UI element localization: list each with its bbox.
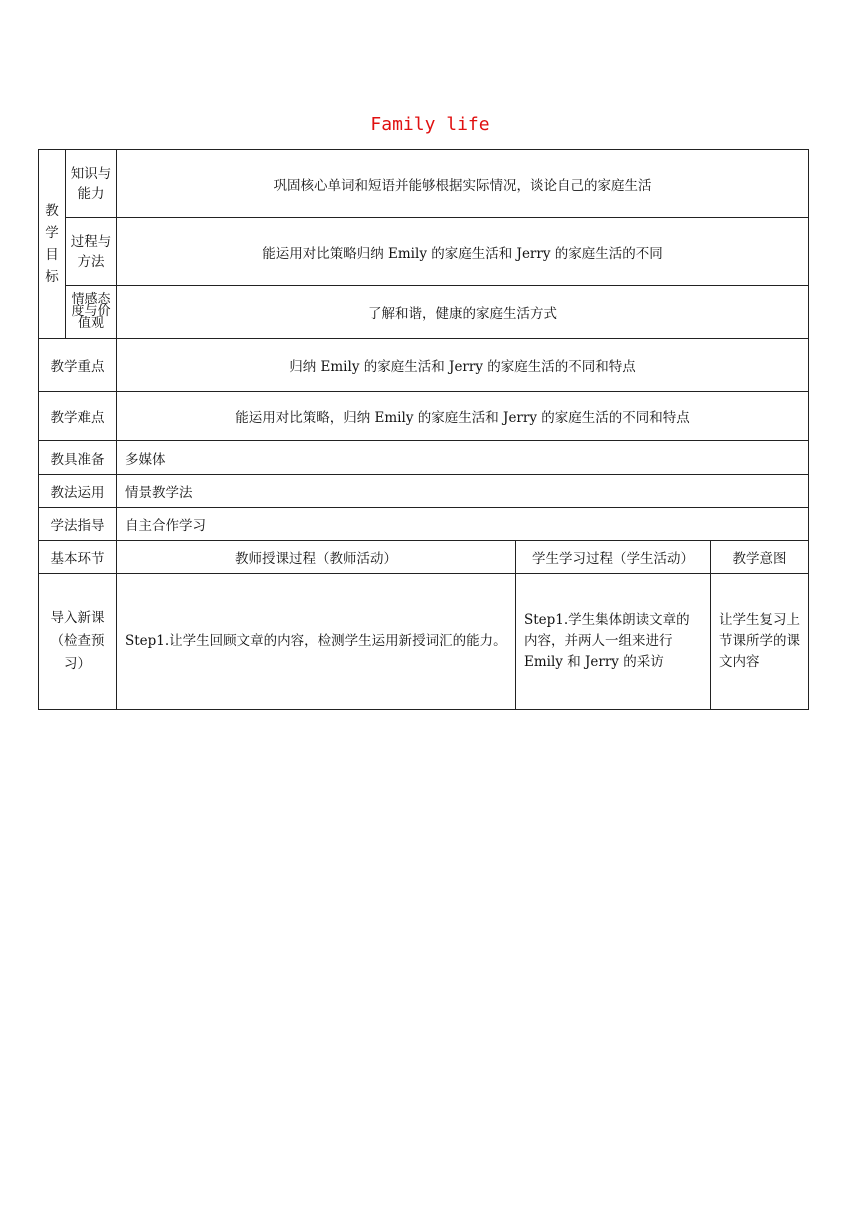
learning-method-row bbox=[39, 508, 809, 541]
row-label: 教学难点 bbox=[39, 392, 117, 441]
objectives-label-cell bbox=[39, 150, 66, 339]
objective-sub-label: 情感态度与价值观 bbox=[66, 286, 117, 339]
header-cell: 学生学习过程（学生活动） bbox=[516, 541, 711, 574]
header-row bbox=[39, 541, 809, 574]
key-points-row bbox=[39, 339, 809, 392]
header-cell: 教师授课过程（教师活动） bbox=[117, 541, 516, 574]
page-title: Family life bbox=[370, 114, 490, 135]
row-content: 能运用对比策略，归纳 Emily 的家庭生活和 Jerry 的家庭生活的不同和特点 bbox=[117, 392, 809, 441]
step-teacher: Step1.让学生回顾文章的内容，检测学生运用新授词汇的能力。 bbox=[117, 574, 516, 710]
aids-row bbox=[39, 441, 809, 475]
objective-row-attitude bbox=[39, 286, 809, 339]
header-cell: 教学意图 bbox=[711, 541, 809, 574]
step-intent: 让学生复习上节课所学的课文内容 bbox=[711, 574, 809, 710]
header-cell: 基本环节 bbox=[39, 541, 117, 574]
teaching-method-row bbox=[39, 475, 809, 508]
row-content: 情景教学法 bbox=[117, 475, 809, 508]
objective-content: 了解和谐，健康的家庭生活方式 bbox=[117, 286, 809, 339]
row-label: 教学重点 bbox=[39, 339, 117, 392]
row-content: 自主合作学习 bbox=[117, 508, 809, 541]
objective-content: 能运用对比策略归纳 Emily 的家庭生活和 Jerry 的家庭生活的不同 bbox=[117, 218, 809, 286]
lesson-plan-table bbox=[38, 149, 809, 710]
row-content: 多媒体 bbox=[117, 441, 809, 475]
row-content: 归纳 Emily 的家庭生活和 Jerry 的家庭生活的不同和特点 bbox=[117, 339, 809, 392]
objective-row-process bbox=[39, 218, 809, 286]
objective-content: 巩固核心单词和短语并能够根据实际情况，谈论自己的家庭生活 bbox=[117, 150, 809, 218]
row-label: 教具准备 bbox=[39, 441, 117, 475]
row-label: 教法运用 bbox=[39, 475, 117, 508]
step-row bbox=[39, 574, 809, 710]
objective-sub-label: 过程与方法 bbox=[66, 218, 117, 286]
row-label: 学法指导 bbox=[39, 508, 117, 541]
objectives-label: 教学目标 bbox=[45, 203, 59, 285]
objective-row-knowledge bbox=[39, 150, 809, 218]
step-stage: 导入新课（检查预习） bbox=[39, 574, 117, 710]
difficulties-row bbox=[39, 392, 809, 441]
step-student: Step1.学生集体朗读文章的内容，并两人一组来进行 Emily 和 Jerry 的采访 bbox=[516, 574, 711, 710]
objective-sub-label: 知识与能力 bbox=[66, 150, 117, 218]
